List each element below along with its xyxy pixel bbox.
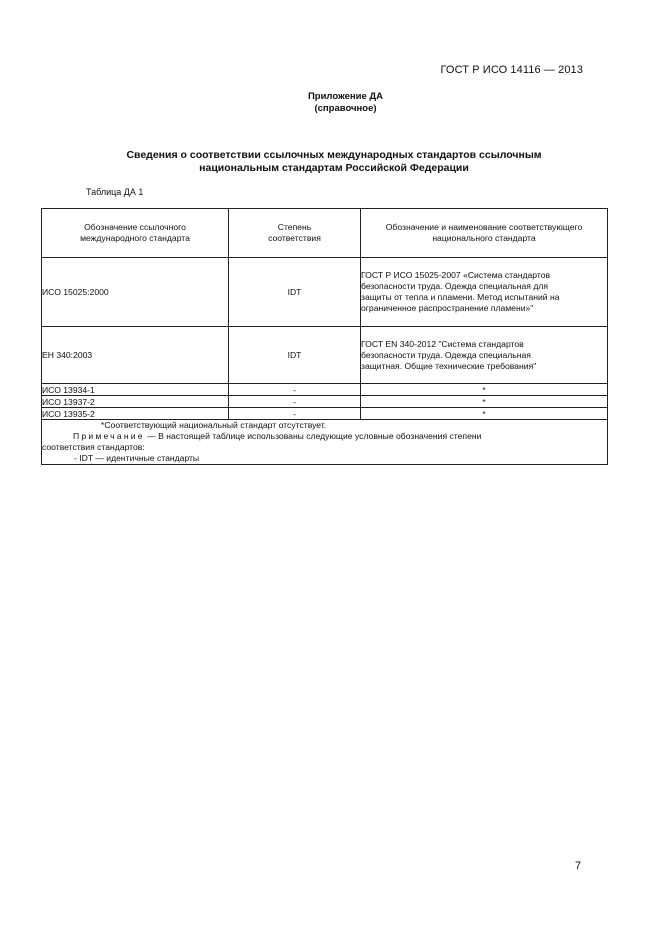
cell-degree: - <box>229 396 361 408</box>
cell-national <box>361 258 608 327</box>
table-row <box>42 396 608 408</box>
cell-national-line: ГОСТ Р ИСО 15025-2007 «Система стандартов <box>361 270 551 280</box>
header-degree-line2: соответствия <box>268 233 321 243</box>
cell-national-line: защитная. Общие технические требования" <box>361 360 537 371</box>
cell-national-line: ГОСТ EN 340-2012 "Система стандартов <box>361 338 524 349</box>
cell-degree: - <box>229 384 361 396</box>
note-text <box>42 431 607 442</box>
cell-national <box>361 327 608 384</box>
note-text-part1: — В настоящей таблице использованы следующие условные обозначения степени <box>144 431 482 441</box>
table-caption: Таблица ДА 1 <box>86 187 144 197</box>
note-text-part2: соответствия стандартов: <box>42 442 145 452</box>
document-code: ГОСТ Р ИСО 14116 — 2013 <box>440 64 583 76</box>
cell-national: * <box>361 384 608 396</box>
table-row <box>42 408 608 420</box>
cell-degree: - <box>229 408 361 420</box>
section-heading-line1: Сведения о соответствии ссылочных международных стандартов ссылочным <box>126 149 542 161</box>
cell-national-line: ограниченное распространение пламени»" <box>361 303 534 313</box>
table-row <box>42 327 608 384</box>
cell-national: * <box>361 408 608 420</box>
cell-national: * <box>361 396 608 408</box>
note-item: - IDT — идентичные стандарты <box>74 453 200 463</box>
table-row <box>42 384 608 396</box>
header-national-line2: национального стандарта <box>432 233 536 243</box>
section-heading <box>60 149 608 175</box>
table-note-row <box>42 420 608 465</box>
cell-national-line: защиты от тепла и пламени. Метод испытаний на <box>361 292 560 302</box>
header-intl-standard <box>42 209 229 258</box>
section-heading-line2: национальным стандартам Российской Федерации <box>199 162 469 174</box>
cell-national-line: безопасности труда. Одежда специальная для <box>361 281 549 291</box>
cell-intl: ИСО 15025:2000 <box>42 258 229 327</box>
note-footnote: *Соответствующий национальный стандарт отсутствует. <box>101 420 327 430</box>
cell-intl: ЕН 340:2003 <box>42 327 229 384</box>
note-label: Примечание <box>73 431 145 441</box>
annex-subtitle: (справочное) <box>314 103 377 114</box>
cell-intl: ИСО 13937-2 <box>42 396 229 408</box>
cell-national-line: безопасности труда. Одежда специальная <box>361 349 531 360</box>
header-intl-line1: Обозначение ссылочного <box>84 222 186 232</box>
header-intl-line2: международного стандарта <box>80 233 190 243</box>
table-row <box>42 258 608 327</box>
header-national-line1: Обозначение и наименование соответствующего <box>385 222 583 232</box>
correspondence-table <box>41 208 608 465</box>
annex-heading <box>0 91 661 115</box>
cell-intl: ИСО 13934-1 <box>42 384 229 396</box>
cell-intl: ИСО 13935-2 <box>42 408 229 420</box>
header-national-standard <box>361 209 608 258</box>
header-degree <box>229 209 361 258</box>
page-number: 7 <box>575 860 582 872</box>
cell-degree: IDT <box>229 258 361 327</box>
table-note <box>42 420 608 465</box>
table-header-row <box>42 209 608 258</box>
annex-title: Приложение ДА <box>307 91 384 102</box>
cell-degree: IDT <box>229 327 361 384</box>
header-degree-line1: Степень <box>277 222 312 232</box>
